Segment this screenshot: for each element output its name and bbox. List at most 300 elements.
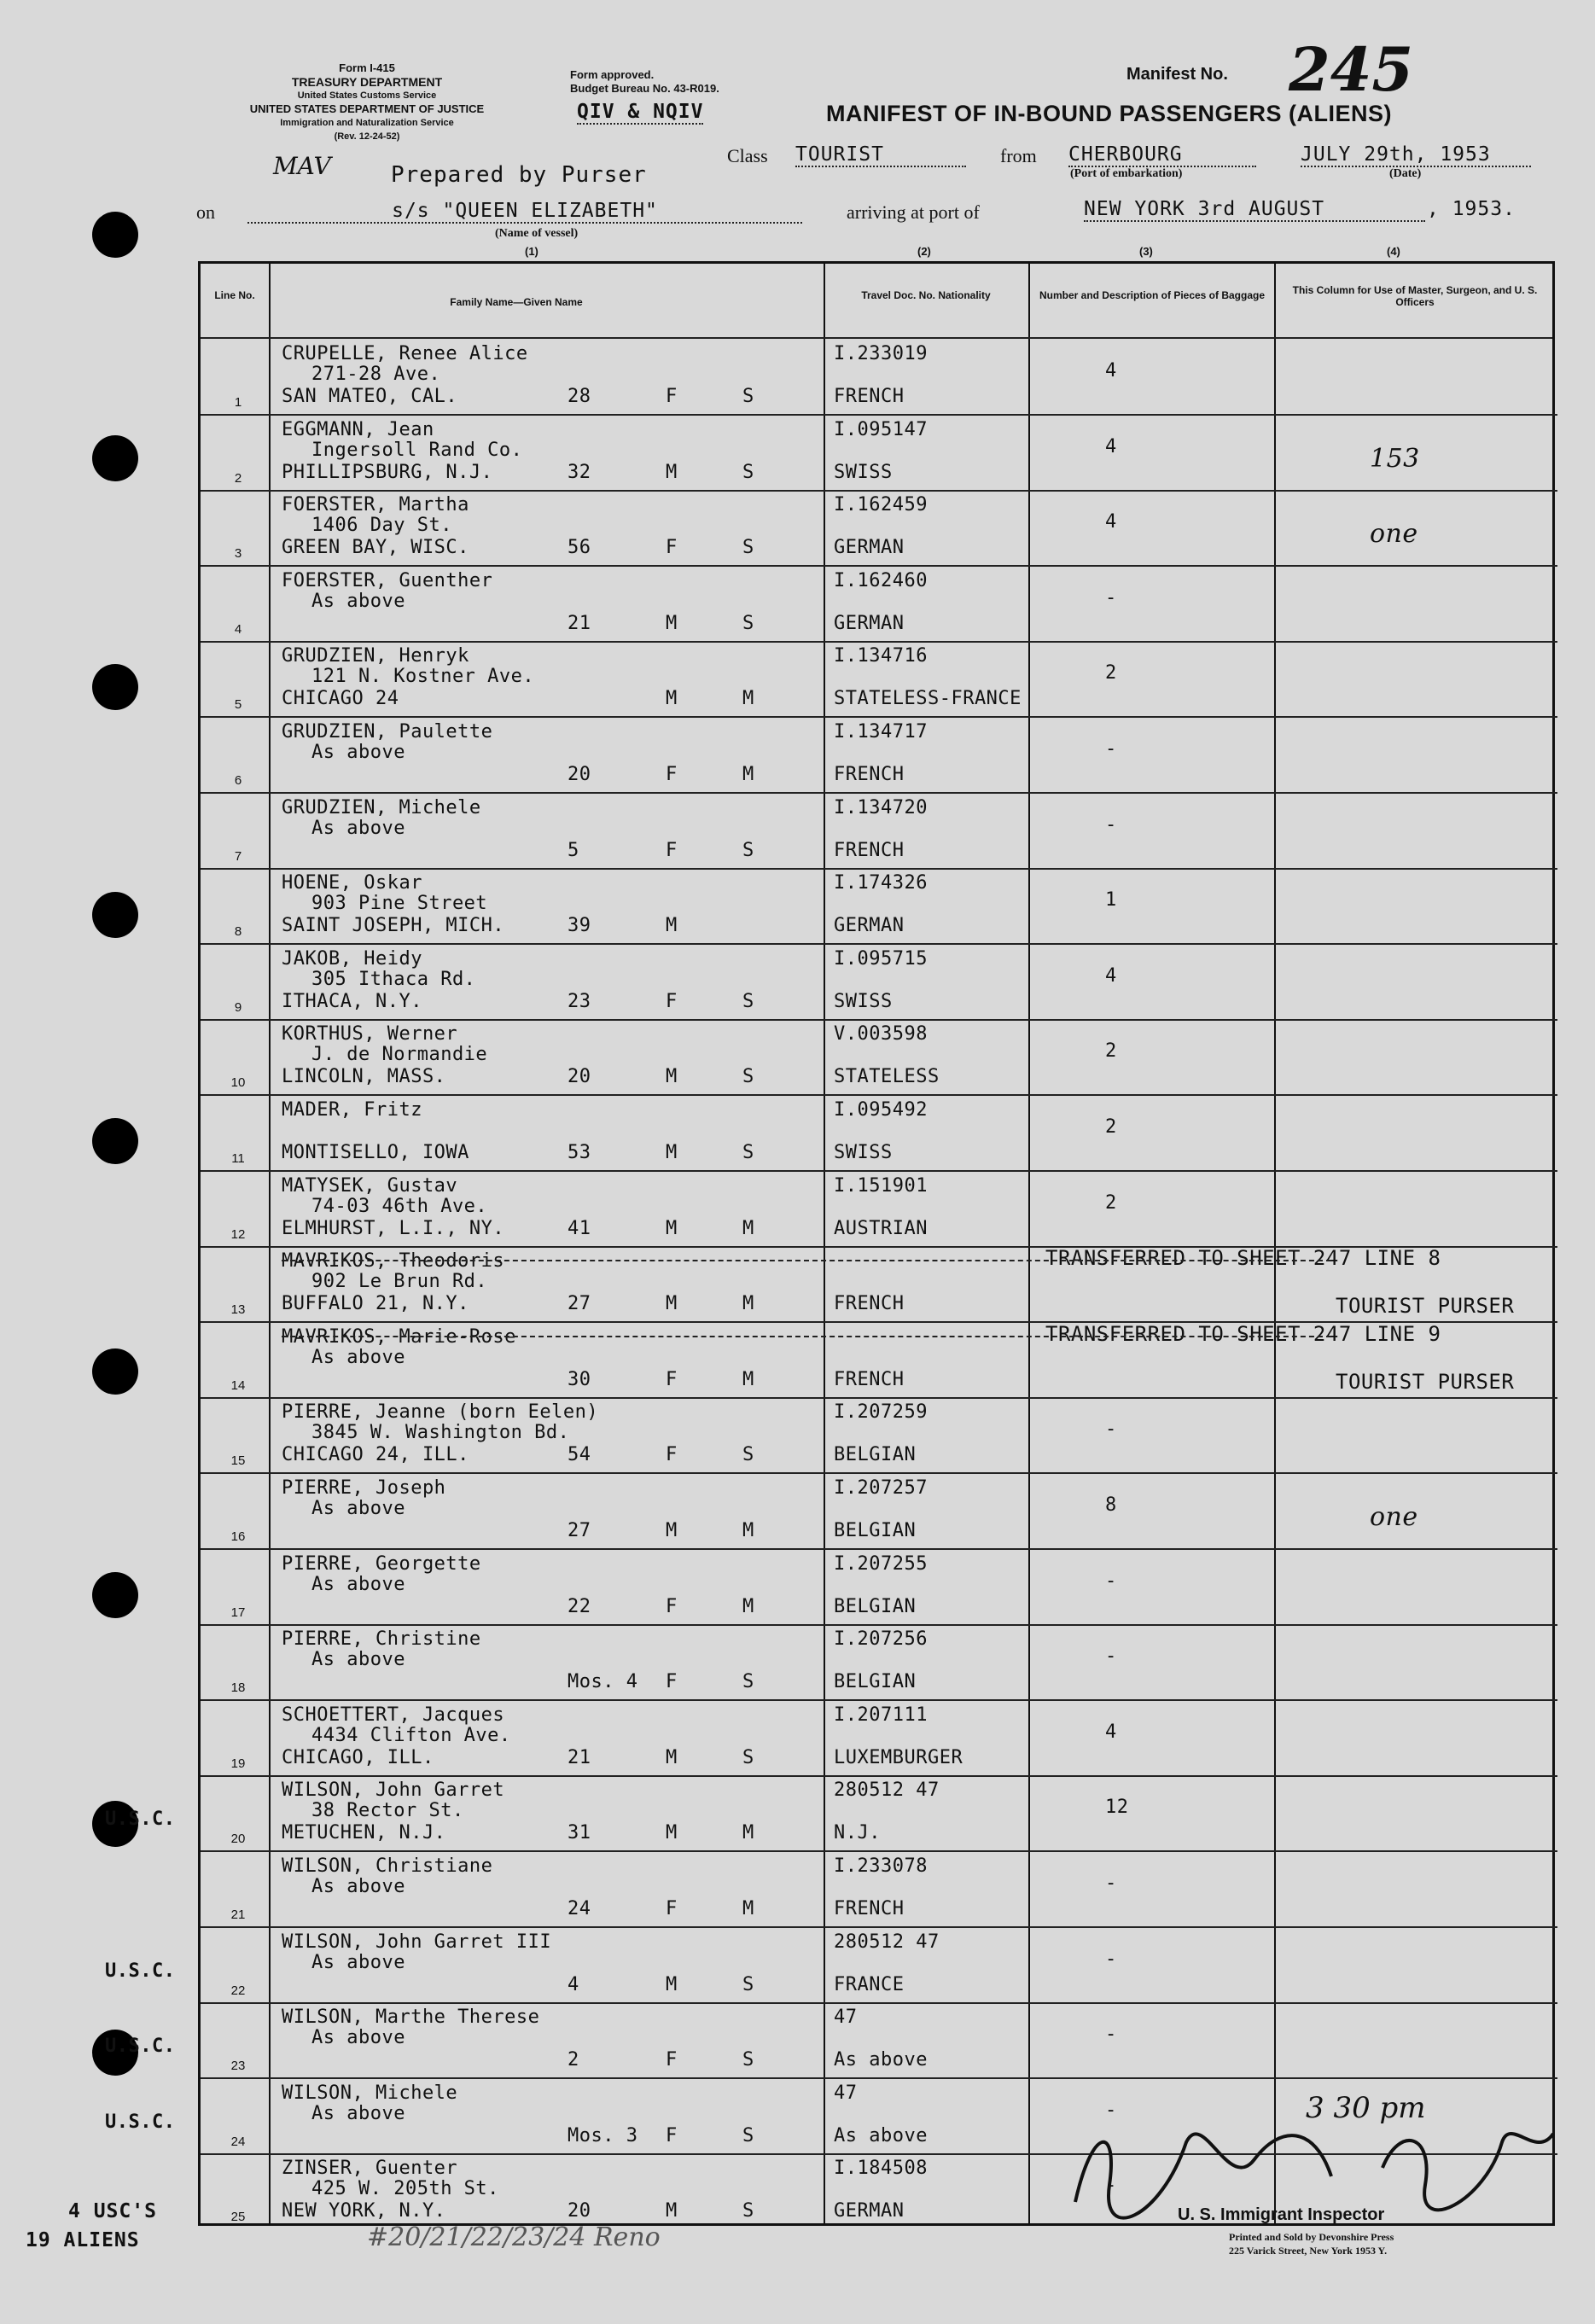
marital-status: S xyxy=(742,1066,754,1088)
transfer-note: TRANSFERRED TO SHEET 247 LINE 9 xyxy=(1045,1321,1441,1346)
age: 20 xyxy=(568,764,591,785)
address-line-1: 4434 Clifton Ave. xyxy=(311,1724,511,1746)
nationality: FRENCH xyxy=(834,1898,905,1919)
arrival-port-date: NEW YORK 3rd AUGUST xyxy=(1084,198,1425,222)
table-row xyxy=(201,490,1557,565)
baggage-count: 8 xyxy=(1105,1494,1117,1516)
punch-hole xyxy=(92,1118,138,1164)
vessel-name: s/s "QUEEN ELIZABETH" xyxy=(247,200,802,224)
printer-line-1: Printed and Sold by Devonshire Press xyxy=(1229,2231,1394,2243)
age: 21 xyxy=(568,1746,591,1768)
sex: M xyxy=(666,1066,678,1088)
travel-doc-number: I.233019 xyxy=(834,343,928,364)
citizen-marker: U.S.C. xyxy=(105,2036,176,2058)
embarkation-date: JULY 29th, 1953 xyxy=(1301,143,1531,167)
col-number-2: (2) xyxy=(917,245,931,258)
baggage-count: - xyxy=(1105,1948,1117,1970)
line-number: 21 xyxy=(230,1908,246,1922)
nationality: As above xyxy=(834,2049,928,2071)
nationality: BELGIAN xyxy=(834,1671,917,1693)
address-line-2: ELMHURST, L.I., NY. xyxy=(282,1217,505,1239)
age: 41 xyxy=(568,1217,591,1239)
address-line-1: As above xyxy=(311,2027,405,2049)
passenger-name: WILSON, John Garret xyxy=(282,1779,505,1802)
marital-status: S xyxy=(742,2124,754,2146)
vessel-label: (Name of vessel) xyxy=(495,227,579,240)
printer-line-2: 225 Varick Street, New York 1953 Y. xyxy=(1229,2245,1388,2257)
punch-hole xyxy=(92,1572,138,1618)
col-number-3: (3) xyxy=(1139,245,1153,258)
officer-note: one xyxy=(1370,1502,1418,1532)
marital-status: S xyxy=(742,1973,754,1995)
passenger-name: MATYSEK, Gustav xyxy=(282,1174,458,1197)
arrival-year: , 1953. xyxy=(1427,198,1516,220)
approval-block xyxy=(570,68,719,96)
line-number: 16 xyxy=(230,1529,246,1544)
sex: F xyxy=(666,990,678,1012)
travel-doc-number: I.095492 xyxy=(834,1099,928,1121)
nationality: AUSTRIAN xyxy=(834,1217,928,1239)
address-line-1: As above xyxy=(311,742,405,763)
address-line-1: 121 N. Kostner Ave. xyxy=(311,666,535,688)
age: 56 xyxy=(568,537,591,559)
marital-status: M xyxy=(742,1293,754,1315)
travel-doc-number: 280512 47 xyxy=(834,1779,940,1802)
sex: M xyxy=(666,1973,678,1995)
age: 30 xyxy=(568,1368,591,1390)
travel-doc-number: I.207255 xyxy=(834,1552,928,1575)
passenger-name: JAKOB, Heidy xyxy=(282,947,422,970)
table-row xyxy=(201,1549,1557,1624)
age: 4 xyxy=(568,1973,579,1995)
address-line-1: As above xyxy=(311,2102,405,2124)
line-number: 2 xyxy=(234,470,242,486)
table-row xyxy=(201,1624,1557,1699)
customs-service: United States Customs Service xyxy=(297,90,437,101)
nationality: GERMAN xyxy=(834,612,905,634)
nationality: FRANCE xyxy=(834,1973,905,1995)
document-title: MANIFEST OF IN-BOUND PASSENGERS (ALIENS) xyxy=(826,101,1393,126)
baggage-count: - xyxy=(1105,813,1117,836)
travel-doc-number: I.174326 xyxy=(834,872,928,894)
col-travel-header: Travel Doc. No. Nationality xyxy=(861,289,991,301)
address-line-2: CHICAGO 24, ILL. xyxy=(282,1444,469,1466)
table-row xyxy=(201,566,1557,641)
strike-line xyxy=(282,1260,1331,1261)
table-row xyxy=(201,1851,1557,1926)
travel-doc-number: I.134716 xyxy=(834,645,928,667)
marital-status: S xyxy=(742,461,754,483)
punch-hole xyxy=(92,664,138,710)
address-line-1: 271-28 Ave. xyxy=(311,364,441,385)
sex: F xyxy=(666,1671,678,1693)
travel-doc-number: 280512 47 xyxy=(834,1931,940,1953)
baggage-count: 4 xyxy=(1105,1721,1117,1743)
age: 5 xyxy=(568,839,579,861)
age: 2 xyxy=(568,2049,579,2071)
baggage-count: - xyxy=(1105,1570,1117,1592)
age: 20 xyxy=(568,1066,591,1088)
line-number: 7 xyxy=(234,848,242,864)
baggage-count: 4 xyxy=(1105,511,1117,533)
address-line-1: As above xyxy=(311,1498,405,1519)
table-row xyxy=(201,1171,1557,1246)
baggage-count: - xyxy=(1105,586,1117,609)
nationality: STATELESS xyxy=(834,1066,940,1088)
travel-doc-number: I.207256 xyxy=(834,1628,928,1651)
sex: M xyxy=(666,915,678,937)
nationality: SWISS xyxy=(834,990,893,1012)
marital-status: S xyxy=(742,537,754,559)
nationality: As above xyxy=(834,2124,928,2146)
travel-doc-number: 47 xyxy=(834,2082,858,2104)
punch-hole xyxy=(92,1348,138,1395)
table-row xyxy=(105,1927,1557,2002)
initials-mav: MAV xyxy=(273,152,331,180)
inspector-label: U. S. Immigrant Inspector xyxy=(1178,2205,1385,2224)
form-approved: Form approved. xyxy=(570,68,655,81)
marital-status: M xyxy=(742,1898,754,1919)
officer-note: one xyxy=(1370,519,1418,550)
travel-doc-number: I.207259 xyxy=(834,1401,928,1424)
line-number: 23 xyxy=(230,2059,246,2074)
baggage-count: - xyxy=(1105,1873,1117,1894)
address-line-1: 74-03 46th Ave. xyxy=(311,1195,488,1217)
baggage-count: 12 xyxy=(1105,1797,1129,1819)
address-line-1: 1406 Day St. xyxy=(311,515,452,537)
baggage-count: 2 xyxy=(1105,1191,1117,1214)
strike-line xyxy=(282,1336,1331,1337)
baggage-count: - xyxy=(1105,1418,1117,1441)
class-label: Class xyxy=(727,145,768,166)
passenger-name: SCHOETTERT, Jacques xyxy=(282,1704,505,1726)
address-line-1: 305 Ithaca Rd. xyxy=(311,968,476,990)
address-line-1: 3845 W. Washington Bd. xyxy=(311,1422,570,1444)
age: 32 xyxy=(568,461,591,483)
age: 54 xyxy=(568,1444,591,1466)
col-officers-header: This Column for Use of Master, Surgeon, and U. S. Officers xyxy=(1292,284,1538,308)
marital-status: M xyxy=(742,1520,754,1541)
line-number: 10 xyxy=(230,1075,246,1091)
nationality: GERMAN xyxy=(834,2200,905,2222)
passenger-name: PIERRE, Jeanne (born Eelen) xyxy=(282,1401,599,1424)
marital-status: S xyxy=(742,1444,754,1466)
table-row xyxy=(201,1397,1557,1472)
line-number: 3 xyxy=(234,546,242,562)
baggage-count: 2 xyxy=(1105,1116,1117,1138)
nationality: FRENCH xyxy=(834,1368,905,1390)
line-number: 6 xyxy=(234,773,242,788)
passenger-name: CRUPELLE, Renee Alice xyxy=(282,343,528,364)
line-number: 14 xyxy=(230,1378,246,1393)
sex: M xyxy=(666,2200,678,2222)
address-line-1: As above xyxy=(311,817,405,839)
line-number: 9 xyxy=(234,999,242,1015)
baggage-count: 4 xyxy=(1105,360,1117,382)
passenger-name: PIERRE, Georgette xyxy=(282,1552,481,1575)
age: 24 xyxy=(568,1898,591,1919)
table-row xyxy=(201,1473,1557,1548)
table-row xyxy=(201,1322,1557,1397)
marital-status: S xyxy=(742,1142,754,1163)
age: 21 xyxy=(568,612,591,634)
nationality: BELGIAN xyxy=(834,1520,917,1541)
address-line-2: METUCHEN, N.J. xyxy=(282,1822,446,1844)
passenger-name: PIERRE, Christine xyxy=(282,1628,481,1651)
line-number: 17 xyxy=(230,1605,246,1620)
table-row xyxy=(201,1019,1557,1094)
marital-status: S xyxy=(742,612,754,634)
age: 27 xyxy=(568,1293,591,1315)
sex: F xyxy=(666,2124,678,2146)
line-number: 20 xyxy=(230,1832,246,1847)
age: Mos. 4 xyxy=(568,1671,638,1693)
address-line-1: As above xyxy=(311,1346,405,1368)
nationality: BELGIAN xyxy=(834,1444,917,1466)
age: 53 xyxy=(568,1142,591,1163)
col-name-header: Family Name—Given Name xyxy=(450,296,583,308)
marital-status: S xyxy=(742,990,754,1012)
travel-doc-number: I.207257 xyxy=(834,1477,928,1499)
nationality: SWISS xyxy=(834,1142,893,1163)
line-number: 4 xyxy=(234,621,242,637)
nationality: SWISS xyxy=(834,461,893,483)
justice-dept: UNITED STATES DEPARTMENT OF JUSTICE xyxy=(249,102,485,115)
address-line-1: Ingersoll Rand Co. xyxy=(311,439,523,461)
ins-service: Immigration and Naturalization Service xyxy=(280,118,454,128)
baggage-count: 2 xyxy=(1105,1040,1117,1063)
marital-status: S xyxy=(742,1746,754,1768)
port-embarkation: CHERBOURG xyxy=(1068,143,1256,167)
address-line-1: As above xyxy=(311,1649,405,1671)
age: 27 xyxy=(568,1520,591,1541)
passenger-name: EGGMANN, Jean xyxy=(282,418,434,440)
marital-status: S xyxy=(742,386,754,407)
baggage-count: - xyxy=(1105,2175,1117,2197)
travel-doc-number: I.233078 xyxy=(834,1855,928,1877)
table-row xyxy=(201,1700,1557,1775)
table-row xyxy=(201,641,1557,716)
address-line-1: 425 W. 205th St. xyxy=(311,2178,499,2200)
address-line-1: J. de Normandie xyxy=(311,1044,488,1066)
address-line-2: LINCOLN, MASS. xyxy=(282,1066,446,1088)
table-row xyxy=(105,1775,1557,1850)
col-number-1: (1) xyxy=(525,245,538,258)
visa-class: QIV & NQIV xyxy=(577,101,704,123)
line-number: 24 xyxy=(230,2134,246,2149)
address-line-2: ITHACA, N.Y. xyxy=(282,990,422,1012)
passenger-name: MADER, Fritz xyxy=(282,1099,422,1121)
nationality: FRENCH xyxy=(834,764,905,785)
passenger-name: KORTHUS, Werner xyxy=(282,1023,458,1046)
line-number: 18 xyxy=(230,1680,246,1696)
handwritten-time: 3 30 pm xyxy=(1306,2091,1426,2125)
line-number: 22 xyxy=(230,1983,246,1998)
citizen-marker: U.S.C. xyxy=(105,2111,176,2133)
travel-doc-number: I.162459 xyxy=(834,494,928,516)
purser-note: TOURIST PURSER xyxy=(1336,1369,1515,1394)
passenger-name: FOERSTER, Guenther xyxy=(282,569,493,591)
sex: M xyxy=(666,1293,678,1315)
budget-bureau: Budget Bureau No. 43-R019. xyxy=(570,82,719,95)
line-number: 19 xyxy=(230,1756,246,1771)
marital-status: S xyxy=(742,1671,754,1693)
passenger-name: WILSON, John Garret III xyxy=(282,1931,552,1953)
table-row xyxy=(201,339,1557,414)
age: 20 xyxy=(568,2200,591,2222)
manifest-number-label: Manifest No. xyxy=(1126,65,1228,84)
address-line-2: GREEN BAY, WISC. xyxy=(282,537,469,559)
nationality: GERMAN xyxy=(834,537,905,559)
table-row xyxy=(201,868,1557,943)
marital-status: M xyxy=(742,688,754,710)
purser-note: TOURIST PURSER xyxy=(1336,1294,1515,1319)
marital-status: M xyxy=(742,1822,754,1844)
nationality: LUXEMBURGER xyxy=(834,1746,963,1768)
on-label: on xyxy=(196,201,215,223)
from-label: from xyxy=(1000,145,1037,166)
table-row xyxy=(201,1095,1557,1170)
table-row xyxy=(201,1246,1557,1321)
passenger-name: MAVRIKOS, Theodoris xyxy=(282,1250,505,1273)
port-embarkation-label: (Port of embarkation) xyxy=(1070,167,1183,180)
table-row xyxy=(105,2002,1557,2077)
line-number: 25 xyxy=(230,2210,246,2225)
line-number: 5 xyxy=(234,697,242,713)
address-line-2: BUFFALO 21, N.Y. xyxy=(282,1293,469,1315)
address-line-1: As above xyxy=(311,1876,405,1897)
col-line-header: Line No. xyxy=(214,289,255,301)
age: 22 xyxy=(568,1595,591,1617)
travel-doc-number: I.162460 xyxy=(834,569,928,591)
travel-doc-number: I.207111 xyxy=(834,1704,928,1726)
address-line-1: As above xyxy=(311,590,405,612)
travel-doc-number: 47 xyxy=(834,2007,858,2029)
line-number: 15 xyxy=(230,1453,246,1469)
line-number: 12 xyxy=(230,1226,246,1242)
passenger-name: GRUDZIEN, Paulette xyxy=(282,721,493,743)
sex: M xyxy=(666,1142,678,1163)
travel-doc-number: I.095715 xyxy=(834,947,928,970)
nationality: BELGIAN xyxy=(834,1595,917,1617)
sex: F xyxy=(666,1444,678,1466)
class-value: TOURIST xyxy=(795,143,966,167)
marital-status: M xyxy=(742,1595,754,1617)
sex: F xyxy=(666,1368,678,1390)
sex: M xyxy=(666,612,678,634)
manifest-number: 245 xyxy=(1289,34,1414,105)
usc-count: 4 USC'S xyxy=(68,2200,157,2222)
address-line-2: CHICAGO 24 xyxy=(282,688,399,710)
address-line-2: PHILLIPSBURG, N.J. xyxy=(282,461,493,483)
age: Mos. 3 xyxy=(568,2124,638,2146)
passenger-name: WILSON, Michele xyxy=(282,2082,458,2104)
sex: F xyxy=(666,537,678,559)
address-line-1: 902 Le Brun Rd. xyxy=(311,1271,488,1293)
form-number: Form I-415 xyxy=(339,61,395,74)
baggage-count: 2 xyxy=(1105,662,1117,684)
baggage-count: - xyxy=(1105,738,1117,760)
punch-hole xyxy=(92,435,138,481)
sex: F xyxy=(666,1898,678,1919)
age: 39 xyxy=(568,915,591,937)
aliens-count: 19 ALIENS xyxy=(26,2229,140,2251)
date-label: (Date) xyxy=(1389,167,1422,180)
marital-status: M xyxy=(742,764,754,785)
table-row xyxy=(201,793,1557,868)
officer-note: 153 xyxy=(1370,443,1420,474)
travel-doc-number: I.134717 xyxy=(834,721,928,743)
address-line-1: As above xyxy=(311,1573,405,1595)
form-header-left xyxy=(196,61,538,143)
address-line-2: MONTISELLO, IOWA xyxy=(282,1142,469,1163)
age: 28 xyxy=(568,386,591,407)
sex: M xyxy=(666,1822,678,1844)
citizen-marker: U.S.C. xyxy=(105,1809,176,1831)
passenger-name: WILSON, Christiane xyxy=(282,1855,493,1877)
nationality: FRENCH xyxy=(834,386,905,407)
prepared-by: Prepared by Purser xyxy=(391,162,647,188)
nationality: GERMAN xyxy=(834,915,905,937)
address-line-2: CHICAGO, ILL. xyxy=(282,1746,434,1768)
arriving-label: arriving at port of xyxy=(847,201,980,223)
travel-doc-number: I.151901 xyxy=(834,1174,928,1197)
line-number: 11 xyxy=(231,1151,245,1166)
sex: F xyxy=(666,764,678,785)
table-row xyxy=(201,944,1557,1019)
travel-doc-number: V.003598 xyxy=(834,1023,928,1046)
punch-hole xyxy=(92,212,138,258)
table-row xyxy=(201,717,1557,792)
sex: M xyxy=(666,461,678,483)
passenger-name: WILSON, Marthe Therese xyxy=(282,2007,540,2029)
table-row xyxy=(201,415,1557,490)
age: 23 xyxy=(568,990,591,1012)
sex: F xyxy=(666,2049,678,2071)
sex: M xyxy=(666,1520,678,1541)
passenger-name: ZINSER, Guenter xyxy=(282,2158,458,2180)
sex: F xyxy=(666,386,678,407)
baggage-count: 4 xyxy=(1105,964,1117,987)
line-number: 8 xyxy=(234,924,242,940)
address-line-1: As above xyxy=(311,1951,405,1973)
travel-doc-number: I.184508 xyxy=(834,2158,928,2180)
nationality: FRENCH xyxy=(834,839,905,861)
punch-hole xyxy=(92,892,138,938)
passenger-name: FOERSTER, Martha xyxy=(282,494,469,516)
passenger-name: HOENE, Oskar xyxy=(282,872,422,894)
travel-doc-number: I.095147 xyxy=(834,418,928,440)
address-line-1: 903 Pine Street xyxy=(311,893,488,915)
baggage-count: - xyxy=(1105,1645,1117,1668)
marital-status: S xyxy=(742,839,754,861)
sex: M xyxy=(666,1746,678,1768)
handwritten-lines-note: #20/21/22/23/24 Reno xyxy=(367,2222,661,2252)
citizen-marker: U.S.C. xyxy=(105,1960,176,1982)
address-line-2: SAN MATEO, CAL. xyxy=(282,386,458,407)
nationality: FRENCH xyxy=(834,1293,905,1315)
marital-status: S xyxy=(742,2049,754,2071)
baggage-count: - xyxy=(1105,2099,1117,2121)
baggage-count: - xyxy=(1105,2024,1117,2046)
col-baggage-header: Number and Description of Pieces of Baggage xyxy=(1039,289,1266,301)
passenger-name: GRUDZIEN, Michele xyxy=(282,796,481,818)
marital-status: M xyxy=(742,1217,754,1239)
line-number: 13 xyxy=(230,1302,246,1318)
address-line-2: SAINT JOSEPH, MICH. xyxy=(282,915,505,937)
sex: M xyxy=(666,688,678,710)
col-number-4: (4) xyxy=(1387,245,1400,258)
